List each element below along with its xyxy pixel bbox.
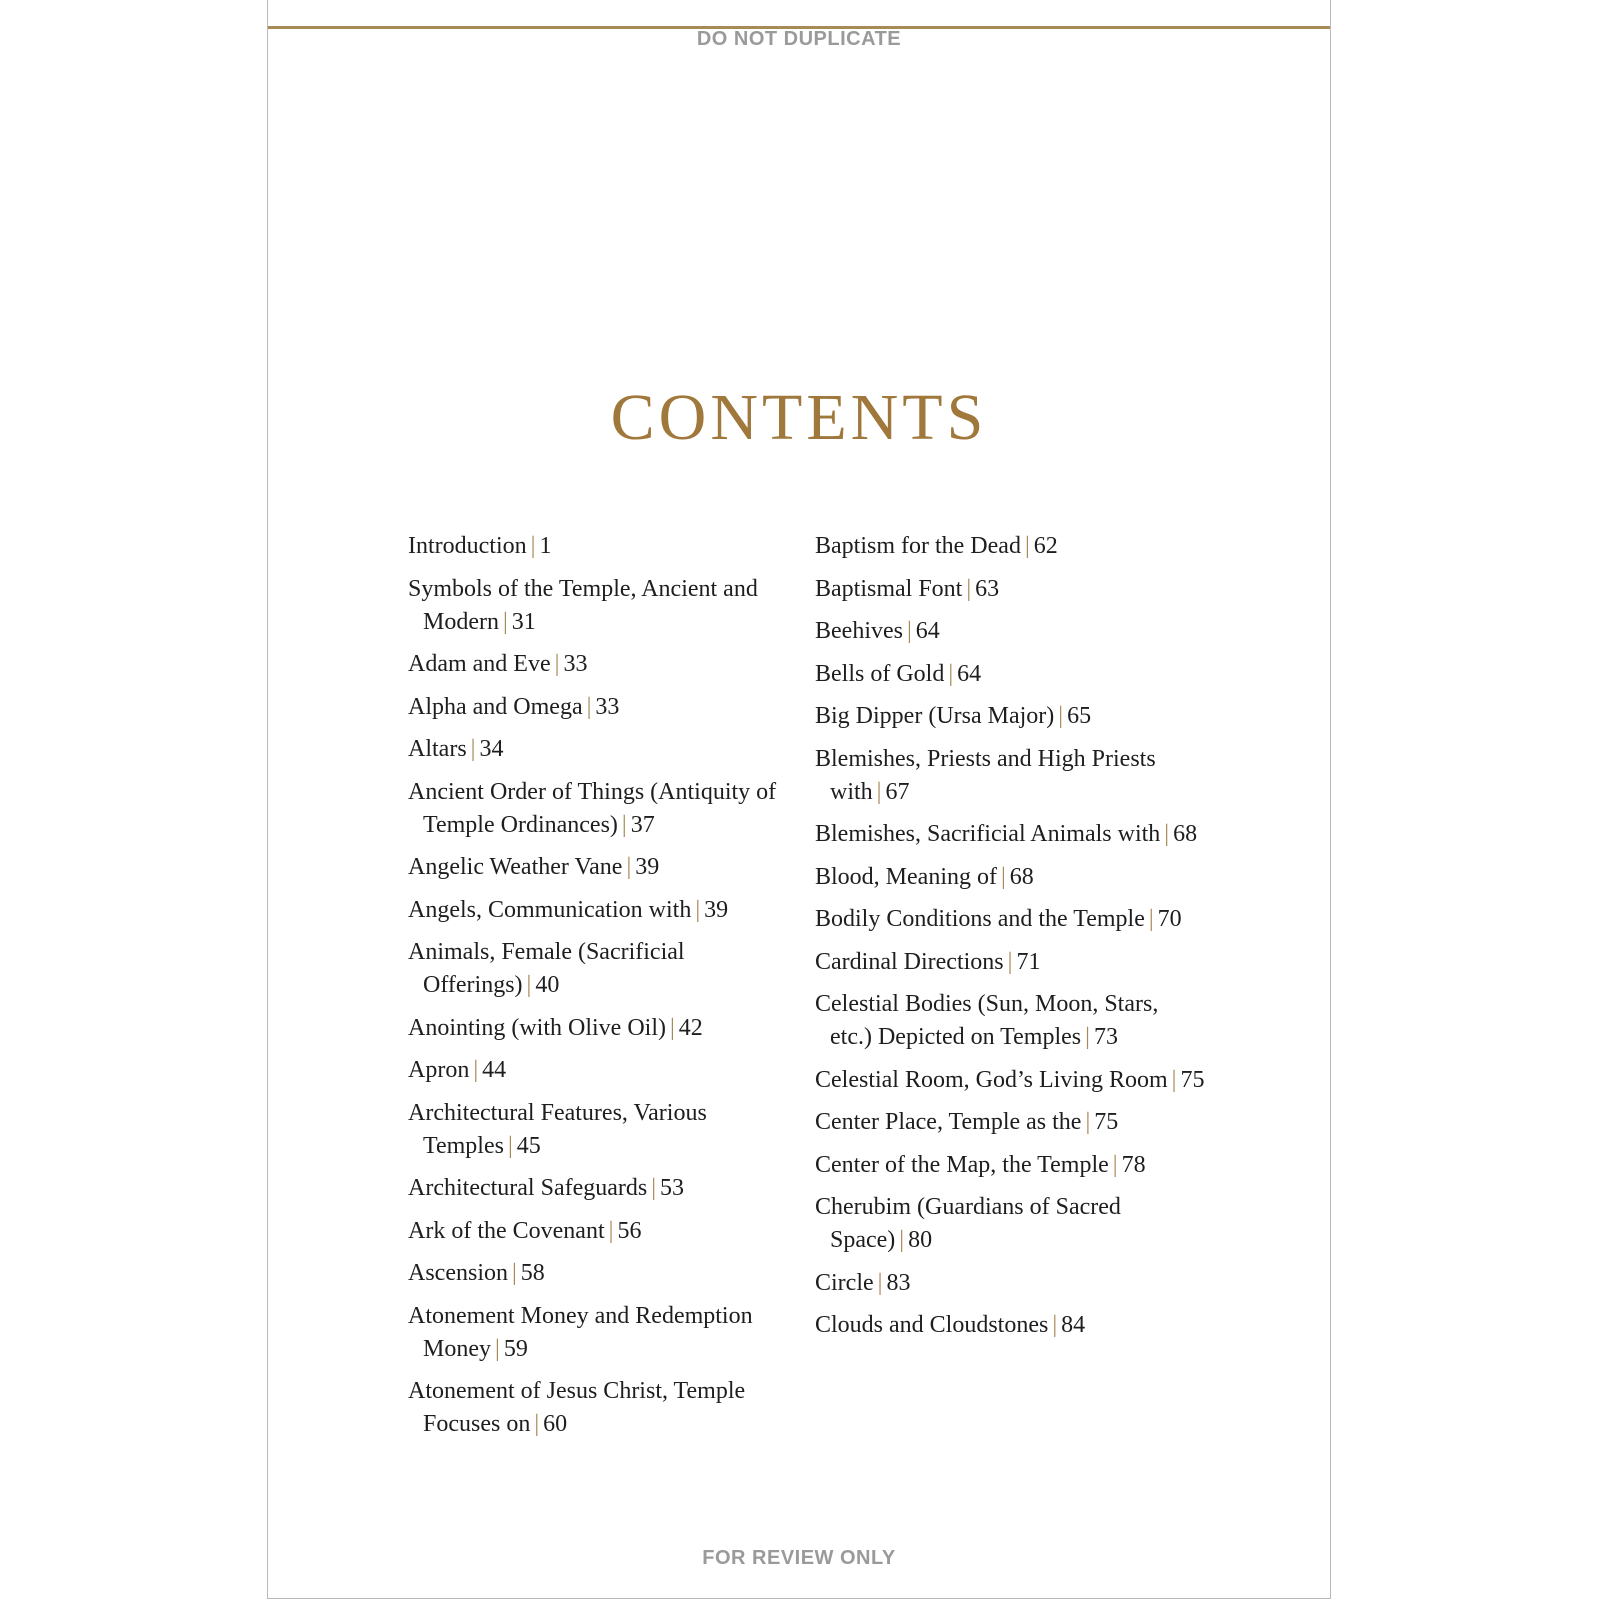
toc-separator: | [1007, 948, 1013, 975]
toc-page-number: 68 [1173, 821, 1198, 847]
toc-entry-label: Celestial Bodies (Sun, Moon, Stars, etc.) Depicted on Temples [815, 991, 1159, 1050]
toc-page-number: 78 [1121, 1151, 1146, 1178]
toc-separator: | [1085, 1109, 1091, 1135]
toc-page-number: 60 [543, 1411, 568, 1437]
toc-page-number: 37 [630, 811, 655, 838]
toc-entry-label: Angels, Communication with [408, 896, 692, 923]
toc-entry [815, 1106, 1205, 1139]
toc-entry [408, 1054, 788, 1087]
toc-separator: | [626, 854, 632, 880]
toc-separator: | [526, 972, 532, 998]
toc-separator: | [530, 533, 536, 559]
toc-entry [408, 648, 788, 681]
toc-page-number: 71 [1016, 948, 1041, 975]
toc-entry [815, 1149, 1205, 1182]
toc-entry [815, 1309, 1205, 1342]
toc-entry-label: Ancient Order of Things (Antiquity of Temple Ordinances) [408, 778, 777, 838]
toc-separator: | [621, 811, 627, 838]
toc-entry-label: Angelic Weather Vane [408, 854, 623, 880]
toc-entry-label: Clouds and Cloudstones [815, 1312, 1049, 1338]
toc-entry [815, 1191, 1205, 1257]
toc-entry-label: Ark of the Covenant [408, 1217, 605, 1244]
toc-entry-label: Cherubim (Guardians of Sacred Space) [815, 1194, 1121, 1253]
toc-separator: | [1148, 906, 1154, 932]
toc-entry-label: Center Place, Temple as the [815, 1109, 1082, 1135]
toc-page-number: 40 [535, 972, 560, 998]
toc-entry [408, 573, 788, 639]
toc-entry-label: Bells of Gold [815, 660, 945, 687]
toc-entry [408, 851, 788, 884]
toc-entry-label: Anointing (with Olive Oil) [408, 1014, 666, 1041]
toc-separator: | [948, 660, 954, 687]
watermark-bottom: FOR REVIEW ONLY [702, 1547, 896, 1569]
toc-column-right [815, 530, 1205, 1352]
toc-separator: | [651, 1175, 657, 1201]
toc-separator: | [1058, 703, 1064, 729]
toc-separator: | [669, 1014, 675, 1041]
toc-page-number: 68 [1009, 863, 1034, 890]
toc-entry-label: Atonement of Jesus Christ, Temple Focuses on [408, 1378, 746, 1437]
toc-separator: | [586, 693, 592, 720]
toc-separator: | [1000, 863, 1006, 890]
toc-separator: | [554, 651, 560, 677]
toc-page-number: 63 [975, 575, 1000, 602]
toc-separator: | [534, 1411, 540, 1437]
toc-entry [408, 691, 788, 724]
toc-entry [815, 903, 1205, 936]
toc-entry-label: Animals, Female (Sacrificial Offerings) [408, 939, 685, 998]
toc-entry-label: Symbols of the Temple, Ancient and Modern [408, 575, 758, 635]
toc-separator: | [877, 1269, 883, 1296]
toc-separator: | [876, 778, 882, 805]
toc-separator: | [1112, 1151, 1118, 1178]
toc-entry [815, 530, 1205, 563]
toc-entry-label: Blood, Meaning of [815, 863, 997, 890]
toc-entry-label: Apron [408, 1057, 470, 1083]
toc-entry-label: Architectural Features, Various Temples [408, 1099, 707, 1159]
toc-separator: | [1164, 821, 1170, 847]
toc-page-number: 39 [635, 854, 660, 880]
toc-entry-label: Big Dipper (Ursa Major) [815, 703, 1055, 729]
toc-separator: | [966, 575, 972, 602]
toc-entry [815, 700, 1205, 733]
toc-entry [815, 1267, 1205, 1300]
toc-entry-label: Baptism for the Dead [815, 533, 1021, 559]
toc-page-number: 83 [886, 1269, 911, 1296]
toc-page-number: 34 [479, 736, 504, 762]
toc-entry [815, 743, 1205, 809]
toc-separator: | [507, 1132, 513, 1159]
toc-separator: | [906, 618, 912, 644]
toc-separator: | [1052, 1312, 1058, 1338]
toc-entry [408, 894, 788, 927]
toc-separator: | [1171, 1066, 1177, 1093]
toc-entry [815, 573, 1205, 606]
toc-entry [815, 988, 1205, 1054]
toc-entry [815, 818, 1205, 851]
toc-page-number: 65 [1067, 703, 1092, 729]
toc-entry-label: Blemishes, Priests and High Priests with [815, 745, 1156, 805]
watermark-top: DO NOT DUPLICATE [696, 28, 902, 50]
toc-column-left [408, 530, 788, 1451]
toc-separator: | [608, 1217, 614, 1244]
toc-entry-label: Baptismal Font [815, 575, 963, 602]
toc-entry [815, 658, 1205, 691]
toc-entry [408, 1012, 788, 1045]
toc-separator: | [1024, 533, 1030, 559]
toc-page-number: 75 [1180, 1066, 1205, 1093]
toc-entry-label: Altars [408, 736, 467, 762]
toc-entry-label: Bodily Conditions and the Temple [815, 906, 1145, 932]
toc-separator: | [473, 1057, 479, 1083]
toc-page-number: 84 [1061, 1312, 1086, 1338]
toc-page-number: 33 [563, 651, 588, 677]
toc-entry-label: Architectural Safeguards [408, 1175, 648, 1201]
toc-page-number: 62 [1033, 533, 1058, 559]
toc-page-number: 59 [503, 1335, 528, 1362]
toc-entry-label: Ascension [408, 1260, 508, 1286]
toc-page-number: 56 [617, 1217, 642, 1244]
toc-separator: | [495, 1335, 500, 1362]
toc-page-number: 73 [1093, 1024, 1118, 1050]
toc-entry [408, 1375, 788, 1441]
toc-separator: | [1085, 1024, 1090, 1050]
toc-page-number: 67 [885, 778, 910, 805]
toc-page-number: 64 [957, 660, 982, 687]
toc-entry-label: Atonement Money and Redemption Money [408, 1302, 753, 1362]
toc-page-number: 58 [520, 1260, 545, 1286]
toc-page-number: 70 [1157, 906, 1182, 932]
toc-page-number: 44 [482, 1057, 507, 1083]
toc-entry-label: Adam and Eve [408, 651, 551, 677]
toc-entry [815, 1064, 1205, 1097]
page-title: CONTENTS [610, 381, 988, 454]
toc-page-number: 53 [660, 1175, 685, 1201]
toc-page-number: 80 [908, 1227, 933, 1253]
toc-page-number: 75 [1094, 1109, 1119, 1135]
toc-entry [815, 946, 1205, 979]
toc-entry-label: Cardinal Directions [815, 948, 1004, 975]
toc-entry [408, 1172, 788, 1205]
toc-page-number: 39 [704, 896, 729, 923]
toc-entry-label: Celestial Room, God’s Living Room [815, 1066, 1168, 1093]
toc-entry-label: Beehives [815, 618, 903, 644]
toc-entry [408, 936, 788, 1002]
toc-separator: | [695, 896, 701, 923]
toc-entry [408, 776, 788, 842]
toc-entry [815, 861, 1205, 894]
toc-page-number: 45 [516, 1132, 541, 1159]
toc-entry-label: Blemishes, Sacrificial Animals with [815, 821, 1161, 847]
toc-page-number: 64 [915, 618, 940, 644]
toc-page-number: 31 [511, 608, 536, 635]
toc-entry [408, 1257, 788, 1290]
toc-page-number: 42 [678, 1014, 703, 1041]
toc-entry [408, 1215, 788, 1248]
toc-separator: | [511, 1260, 517, 1286]
toc-page-number: 33 [595, 693, 620, 720]
toc-entry-label: Circle [815, 1269, 874, 1296]
toc-entry-label: Introduction [408, 533, 527, 559]
toc-entry [815, 615, 1205, 648]
book-page [267, 0, 1331, 1599]
toc-entry [408, 733, 788, 766]
toc-separator: | [470, 736, 476, 762]
toc-entry-label: Alpha and Omega [408, 693, 583, 720]
toc-separator: | [899, 1227, 905, 1253]
toc-separator: | [502, 608, 508, 635]
toc-entry [408, 1300, 788, 1366]
toc-entry [408, 530, 788, 563]
toc-entry [408, 1097, 788, 1163]
toc-entry-label: Center of the Map, the Temple [815, 1151, 1109, 1178]
toc-page-number: 1 [539, 533, 552, 559]
